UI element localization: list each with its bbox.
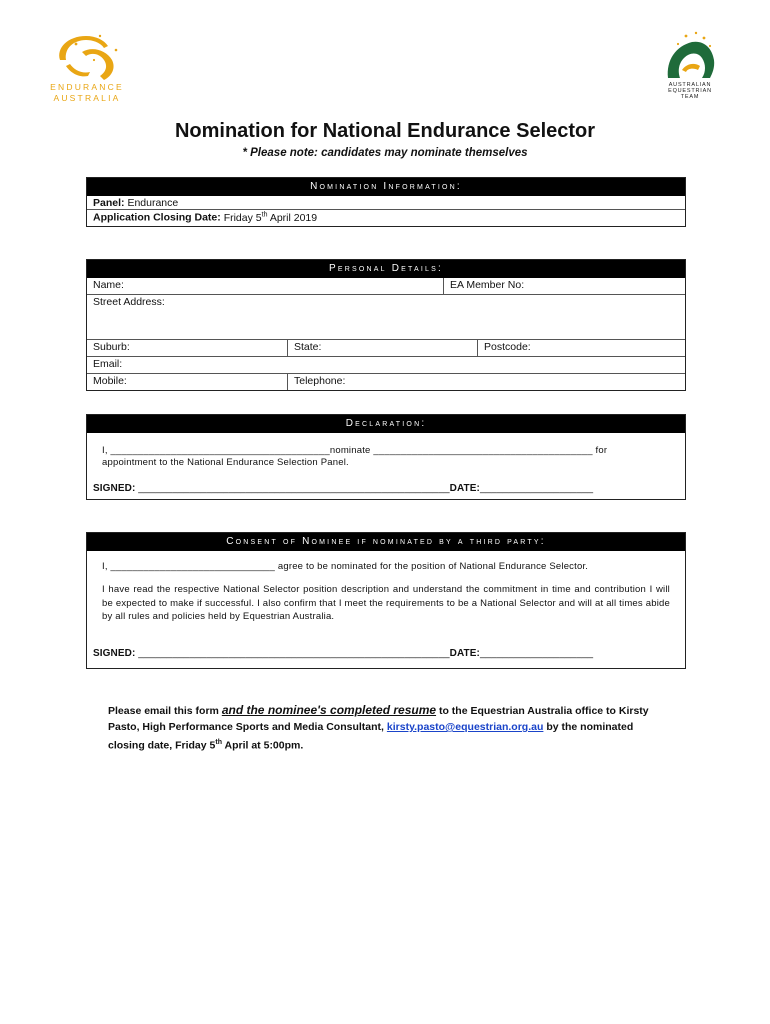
declaration-line2: appointment to the National Endurance Selection Panel. — [102, 457, 349, 468]
panel-label: Panel: — [93, 197, 125, 209]
endurance-australia-logo — [46, 30, 128, 104]
personal-details-section — [86, 259, 686, 391]
consent-section — [86, 532, 686, 669]
page-subtitle: * Please note: candidates may nominate themselves — [242, 147, 528, 159]
page-title: Nomination for National Endurance Selector — [174, 120, 596, 142]
logo-text-line2: AUSTRALIA — [53, 93, 121, 103]
logo-text-line1: ENDURANCE — [50, 82, 124, 92]
section-heading: Personal Details: — [87, 260, 685, 278]
name-field[interactable]: Name: — [93, 279, 124, 291]
declaration-line1: I, ________________________________________nominate ________________________________________ for — [102, 445, 608, 456]
logo-text-line2: EQUESTRIAN — [668, 88, 712, 94]
horse-head-logo-icon — [46, 30, 128, 90]
emphasis-text: and the nominee's completed resume — [221, 703, 437, 717]
logo-text-line1: AUSTRALIAN — [668, 82, 712, 88]
section-heading: Declaration: — [87, 415, 685, 433]
logo-text-line3: TEAM — [680, 94, 700, 100]
member-no-field[interactable]: EA Member No: — [443, 278, 685, 294]
mobile-field[interactable]: Mobile: — [93, 375, 127, 387]
closing-date-label: Application Closing Date: — [93, 211, 221, 224]
panel-row — [87, 196, 685, 209]
section-heading: Nomination Information: — [87, 178, 685, 196]
suburb-field[interactable]: Suburb: — [93, 341, 130, 353]
closing-date-row — [87, 210, 685, 226]
postcode-field[interactable]: Postcode: — [477, 340, 685, 356]
consent-signature-line[interactable]: SIGNED: _______________________________________________________DATE:____________________ — [93, 647, 594, 659]
declaration-signature-line[interactable]: SIGNED: _______________________________________________________DATE:____________________ — [93, 483, 594, 494]
consent-paragraph: I have read the respective National Selector position description and understand the commitment in time and contribution I will be expected to make if successful. I also confirm that I meet the requirements to be a National Selector and will at all times abide by all rules and policies held by Equestrian Australia. — [102, 584, 670, 622]
australian-equestrian-team-logo — [652, 30, 728, 104]
nomination-information-section — [86, 177, 686, 227]
horse-head-emblem-icon — [652, 30, 728, 84]
closing-date-value: Friday 5th April 2019 — [223, 211, 318, 224]
street-address-field[interactable]: Street Address: — [93, 296, 165, 308]
telephone-field[interactable]: Telephone: — [287, 374, 685, 390]
panel-value: Endurance — [127, 197, 179, 209]
email-field[interactable]: Email: — [93, 358, 123, 370]
submission-instructions: Please email this form and the nominee's completed resume to the Equestrian Australia office to Kirsty Pasto, High Performance Sports and Media Consultant, kirsty.pasto@equestrian.org.au by the nominated closing date, Friday 5th April at 5:00pm. — [108, 703, 649, 752]
consent-line1: I, ______________________________ agree to be nominated for the position of National Endurance Selector. — [102, 561, 589, 572]
declaration-section — [86, 414, 686, 500]
section-heading: Consent of Nominee if nominated by a third party: — [87, 533, 685, 551]
email-link[interactable]: kirsty.pasto@equestrian.org.au — [386, 721, 544, 733]
state-field[interactable]: State: — [287, 340, 477, 356]
